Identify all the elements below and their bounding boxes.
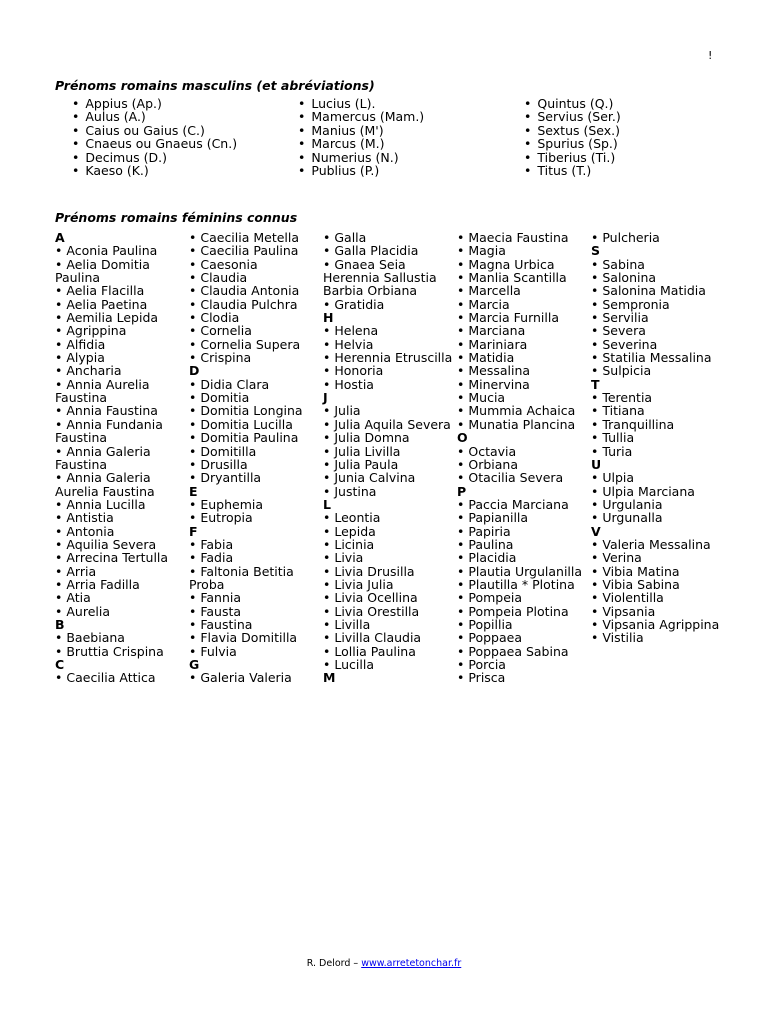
feminine-name-item: • Aurelia — [55, 605, 185, 618]
feminine-name-item: • Valeria Messalina — [591, 538, 721, 551]
feminine-name-item: • Annia Aurelia Faustina — [55, 378, 185, 405]
feminine-name-item: • Lollia Paulina — [323, 645, 453, 658]
feminine-name-item: • Aelia Domitia Paulina — [55, 258, 185, 285]
masculine-name-item: • Decimus (D.) — [72, 151, 292, 164]
feminine-name-item: • Vipsania Agrippina — [591, 618, 721, 631]
feminine-name-item: • Severina — [591, 338, 721, 351]
feminine-name-item: • Aquilia Severa — [55, 538, 185, 551]
feminine-name-item: • Bruttia Crispina — [55, 645, 185, 658]
feminine-name-item: • Herennia Etruscilla — [323, 351, 453, 364]
letter-heading: A — [55, 230, 65, 245]
feminine-name-item: • Crispina — [189, 351, 319, 364]
feminine-name-item: • Eutropia — [189, 511, 319, 524]
masculine-name-item: • Marcus (M.) — [298, 137, 518, 150]
footer-website-link[interactable]: www.arretetonchar.fr — [361, 958, 462, 969]
feminine-name-item: • Claudia Pulchra — [189, 298, 319, 311]
feminine-name-item: • Antonia — [55, 525, 185, 538]
feminine-name-item: • Livia — [323, 551, 453, 564]
feminine-name-item: • Vistilia — [591, 631, 721, 644]
feminine-name-item: • Faustina — [189, 618, 319, 631]
feminine-name-item: • Fannia — [189, 591, 319, 604]
feminine-name-item: • Antistia — [55, 511, 185, 524]
feminine-name-item: • Matidia — [457, 351, 587, 364]
feminine-names-heading: Prénoms romains féminins connus — [55, 210, 298, 225]
feminine-name-item: • Caecilia Paulina — [189, 244, 319, 257]
masculine-name-item: • Quintus (Q.) — [524, 97, 744, 110]
feminine-name-item: • Tullia — [591, 431, 721, 444]
feminine-name-item: • Marcia — [457, 298, 587, 311]
feminine-name-item: • Honoria — [323, 364, 453, 377]
feminine-name-item: • Paulina — [457, 538, 587, 551]
feminine-name-item: • Salonina — [591, 271, 721, 284]
feminine-name-item: • Tranquillina — [591, 418, 721, 431]
feminine-name-item: • Hostia — [323, 378, 453, 391]
feminine-name-item: • Octavia — [457, 445, 587, 458]
feminine-name-item: • Aelia Paetina — [55, 298, 185, 311]
feminine-name-item: • Livilla Claudia — [323, 631, 453, 644]
feminine-name-item: • Pompeia Plotina — [457, 605, 587, 618]
feminine-name-item: • Gnaea Seia Herennia Sallustia Barbia Orbiana — [323, 258, 453, 298]
feminine-name-item: • Ancharia — [55, 364, 185, 377]
feminine-name-item: • Helvia — [323, 338, 453, 351]
feminine-names-column-3 — [323, 231, 453, 685]
feminine-name-item: • Gratidia — [323, 298, 453, 311]
feminine-name-item: • Fausta — [189, 605, 319, 618]
feminine-name-item: • Marcella — [457, 284, 587, 297]
feminine-name-item: • Atia — [55, 591, 185, 604]
feminine-name-item: • Annia Lucilla — [55, 498, 185, 511]
masculine-names-column-2 — [298, 97, 518, 177]
feminine-name-item: • Poppaea — [457, 631, 587, 644]
feminine-name-item: • Severa — [591, 324, 721, 337]
feminine-name-item: • Aconia Paulina — [55, 244, 185, 257]
feminine-name-item: • Vibia Matina — [591, 565, 721, 578]
feminine-name-item: • Didia Clara — [189, 378, 319, 391]
feminine-name-item: • Alypia — [55, 351, 185, 364]
feminine-name-item: • Fadia — [189, 551, 319, 564]
feminine-name-item: • Cornelia Supera — [189, 338, 319, 351]
feminine-name-item: • Arrecina Tertulla — [55, 551, 185, 564]
feminine-name-item: • Mariniara — [457, 338, 587, 351]
feminine-name-item: • Licinia — [323, 538, 453, 551]
feminine-name-item: • Livilla — [323, 618, 453, 631]
masculine-name-item: • Publius (P.) — [298, 164, 518, 177]
feminine-name-item: • Domitia Lucilla — [189, 418, 319, 431]
feminine-name-item: • Vipsania — [591, 605, 721, 618]
feminine-name-item: • Messalina — [457, 364, 587, 377]
masculine-name-item: • Tiberius (Ti.) — [524, 151, 744, 164]
feminine-name-item: • Caecilia Metella — [189, 231, 319, 244]
feminine-name-item: • Euphemia — [189, 498, 319, 511]
feminine-name-item: • Otacilia Severa — [457, 471, 587, 484]
letter-heading: D — [189, 363, 200, 379]
masculine-name-item: • Cnaeus ou Gnaeus (Cn.) — [72, 137, 292, 150]
masculine-names-column-3 — [524, 97, 744, 177]
feminine-name-item: • Terentia — [591, 391, 721, 404]
feminine-name-item: • Salonina Matidia — [591, 284, 721, 297]
feminine-name-item: • Lepida — [323, 525, 453, 538]
feminine-name-item: • Minervina — [457, 378, 587, 391]
feminine-name-item: • Violentilla — [591, 591, 721, 604]
feminine-name-item: • Livia Orestilla — [323, 605, 453, 618]
feminine-name-item: • Prisca — [457, 671, 587, 684]
letter-heading: B — [55, 616, 65, 632]
feminine-name-item: • Titiana — [591, 404, 721, 417]
feminine-name-item: • Domitilla — [189, 445, 319, 458]
feminine-names-column-1 — [55, 231, 185, 685]
feminine-name-item: • Clodia — [189, 311, 319, 324]
feminine-name-item: • Vibia Sabina — [591, 578, 721, 591]
footer-author: R. Delord – — [306, 958, 362, 969]
feminine-name-item: • Pompeia — [457, 591, 587, 604]
feminine-name-item: • Magia — [457, 244, 587, 257]
letter-heading: U — [591, 456, 602, 472]
masculine-name-item: • Sextus (Sex.) — [524, 124, 744, 137]
feminine-name-item: • Livia Drusilla — [323, 565, 453, 578]
feminine-name-item: • Domitia — [189, 391, 319, 404]
feminine-name-item: • Paccia Marciana — [457, 498, 587, 511]
feminine-name-item: • Papianilla — [457, 511, 587, 524]
letter-heading: M — [323, 670, 336, 686]
feminine-name-item: • Drusilla — [189, 458, 319, 471]
feminine-name-item: • Urgunalla — [591, 511, 721, 524]
feminine-name-item: • Flavia Domitilla — [189, 631, 319, 644]
feminine-name-item: • Pulcheria — [591, 231, 721, 244]
feminine-name-item: • Claudia — [189, 271, 319, 284]
feminine-name-item: • Galla Placidia — [323, 244, 453, 257]
masculine-names-heading: Prénoms romains masculins (et abréviations) — [55, 78, 375, 93]
letter-heading: P — [457, 483, 467, 499]
feminine-name-item: • Arria Fadilla — [55, 578, 185, 591]
feminine-name-item: • Galeria Valeria — [189, 671, 319, 684]
letter-heading: G — [189, 657, 200, 672]
feminine-name-item: • Livia Julia — [323, 578, 453, 591]
feminine-name-item: • Plautia Urgulanilla — [457, 565, 587, 578]
feminine-name-item: • Julia Domna — [323, 431, 453, 444]
feminine-name-item: • Fulvia — [189, 645, 319, 658]
feminine-name-item: • Lucilla — [323, 658, 453, 671]
feminine-name-item: • Caecilia Attica — [55, 671, 185, 684]
feminine-name-item: • Junia Calvina — [323, 471, 453, 484]
feminine-name-item: • Alfidia — [55, 338, 185, 351]
feminine-name-item: • Marcia Furnilla — [457, 311, 587, 324]
masculine-name-item: • Aulus (A.) — [72, 110, 292, 123]
feminine-name-item: • Caesonia — [189, 258, 319, 271]
feminine-name-item: • Annia Galeria Aurelia Faustina — [55, 471, 185, 498]
masculine-name-item: • Mamercus (Mam.) — [298, 110, 518, 123]
feminine-name-item: • Domitia Paulina — [189, 431, 319, 444]
feminine-name-item: • Mummia Achaica — [457, 404, 587, 417]
feminine-names-column-2 — [189, 231, 319, 685]
feminine-name-item: • Orbiana — [457, 458, 587, 471]
feminine-name-item: • Arria — [55, 565, 185, 578]
feminine-name-item: • Annia Faustina — [55, 404, 185, 417]
masculine-name-item: • Spurius (Sp.) — [524, 137, 744, 150]
feminine-name-item: • Porcia — [457, 658, 587, 671]
feminine-name-item: • Helena — [323, 324, 453, 337]
feminine-name-item: • Ulpia Marciana — [591, 485, 721, 498]
letter-heading: O — [457, 430, 468, 446]
feminine-name-item: • Domitia Longina — [189, 404, 319, 417]
feminine-name-item: • Statilia Messalina — [591, 351, 721, 364]
feminine-name-item: • Julia — [323, 404, 453, 417]
masculine-names-column-1 — [72, 97, 292, 177]
feminine-name-item: • Julia Livilla — [323, 445, 453, 458]
page-footer — [0, 958, 768, 969]
letter-heading: S — [591, 243, 601, 259]
feminine-name-item: • Papiria — [457, 525, 587, 538]
feminine-name-item: • Justina — [323, 485, 453, 498]
feminine-name-item: • Galla — [323, 231, 453, 244]
feminine-name-item: • Plautilla * Plotina — [457, 578, 587, 591]
feminine-name-item: • Annia Galeria Faustina — [55, 445, 185, 472]
feminine-name-item: • Faltonia Betitia Proba — [189, 565, 319, 592]
feminine-name-item: • Aelia Flacilla — [55, 284, 185, 297]
corner-mark: ! — [708, 49, 713, 62]
feminine-name-item: • Leontia — [323, 511, 453, 524]
masculine-name-item: • Manius (M') — [298, 124, 518, 137]
letter-heading: H — [323, 310, 334, 326]
feminine-name-item: • Servilia — [591, 311, 721, 324]
feminine-names-column-4 — [457, 231, 587, 685]
feminine-name-item: • Ulpia — [591, 471, 721, 484]
feminine-name-item: • Agrippina — [55, 324, 185, 337]
feminine-name-item: • Maecia Faustina — [457, 231, 587, 244]
feminine-name-item: • Livia Ocellina — [323, 591, 453, 604]
masculine-name-item: • Kaeso (K.) — [72, 164, 292, 177]
feminine-name-item: • Annia Fundania Faustina — [55, 418, 185, 445]
feminine-name-item: • Turia — [591, 445, 721, 458]
feminine-name-item: • Popillia — [457, 618, 587, 631]
feminine-name-item: • Munatia Plancina — [457, 418, 587, 431]
feminine-name-item: • Mucia — [457, 391, 587, 404]
feminine-name-item: • Verina — [591, 551, 721, 564]
feminine-name-item: • Urgulania — [591, 498, 721, 511]
feminine-name-item: • Marciana — [457, 324, 587, 337]
letter-heading: J — [323, 390, 328, 406]
feminine-name-item: • Sulpicia — [591, 364, 721, 377]
feminine-name-item: • Sempronia — [591, 298, 721, 311]
feminine-name-item: • Julia Paula — [323, 458, 453, 471]
feminine-name-item: • Dryantilla — [189, 471, 319, 484]
feminine-name-item: • Julia Aquila Severa — [323, 418, 453, 431]
letter-heading: L — [323, 496, 331, 512]
letter-heading: F — [189, 523, 198, 539]
letter-heading: E — [189, 483, 198, 499]
feminine-name-item: • Cornelia — [189, 324, 319, 337]
masculine-name-item: • Titus (T.) — [524, 164, 744, 177]
letter-heading: T — [591, 376, 600, 392]
masculine-name-item: • Appius (Ap.) — [72, 97, 292, 110]
masculine-name-item: • Caius ou Gaius (C.) — [72, 124, 292, 137]
feminine-name-item: • Aemilia Lepida — [55, 311, 185, 324]
feminine-name-item: • Claudia Antonia — [189, 284, 319, 297]
letter-heading: V — [591, 523, 601, 539]
masculine-name-item: • Servius (Ser.) — [524, 110, 744, 123]
feminine-name-item: • Placidia — [457, 551, 587, 564]
masculine-name-item: • Lucius (L). — [298, 97, 518, 110]
feminine-name-item: • Magna Urbica — [457, 258, 587, 271]
letter-heading: C — [55, 657, 65, 672]
feminine-name-item: • Manlia Scantilla — [457, 271, 587, 284]
feminine-name-item: • Fabia — [189, 538, 319, 551]
feminine-name-item: • Poppaea Sabina — [457, 645, 587, 658]
feminine-name-item: • Baebiana — [55, 631, 185, 644]
feminine-name-item: • Sabina — [591, 258, 721, 271]
feminine-names-column-5 — [591, 231, 721, 645]
masculine-name-item: • Numerius (N.) — [298, 151, 518, 164]
